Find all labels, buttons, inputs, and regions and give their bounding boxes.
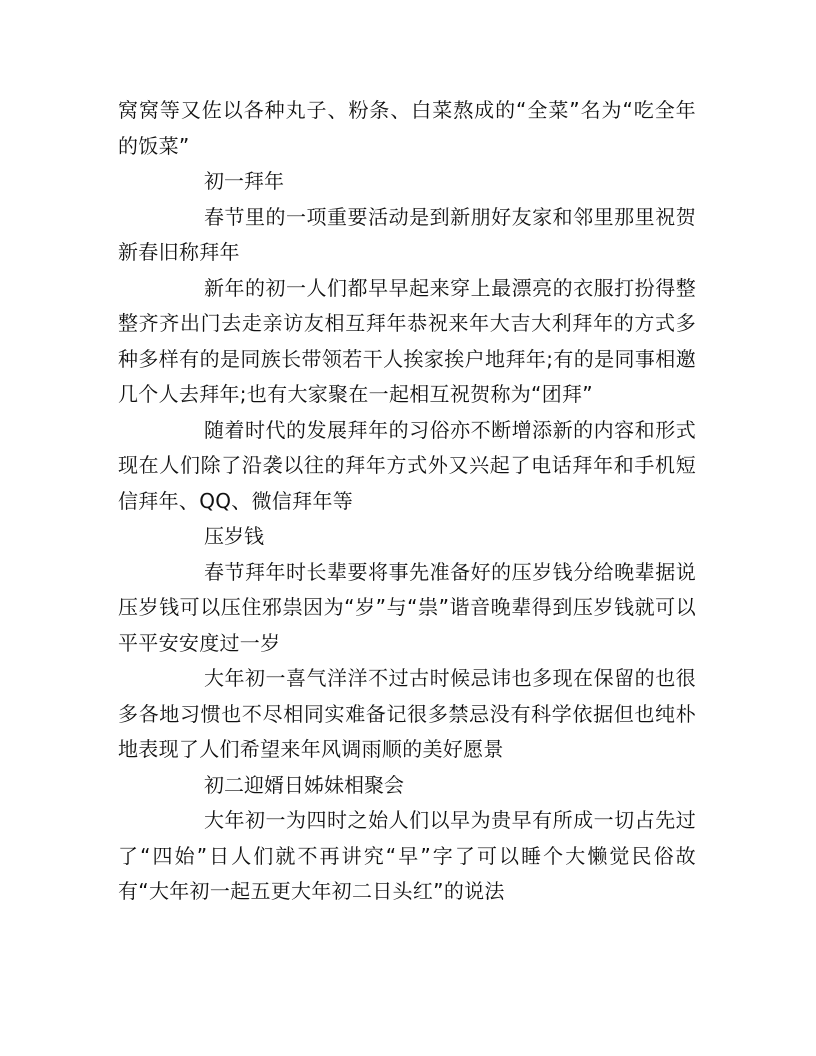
paragraph: 大年初一喜气洋洋不过古时候忌讳也多现在保留的也很多各地习惯也不尽相同实难备记很多禁忌没有科学依据但也纯朴地表现了人们希望来年风调雨顺的美好愿景 (118, 666, 696, 761)
paragraph: 新年的初一人们都早早起来穿上最漂亮的衣服打扮得整整齐齐出门去走亲访友相互拜年恭祝来年大吉大利拜年的方式多种多样有的是同族长带领若干人挨家挨户地拜年;有的是同事相邀几个人去拜年;也有大家聚在一起相互祝贺称为“团拜” (118, 275, 696, 406)
section-heading-lucky-money: 压岁钱 (204, 524, 264, 548)
paragraph: 随着时代的发展拜年的习俗亦不断增添新的内容和形式现在人们除了沿袭以往的拜年方式外又兴起了电话拜年和手机短信拜年、QQ、微信拜年等 (118, 417, 696, 513)
document-body (118, 93, 696, 910)
paragraph: 春节里的一项重要活动是到新朋好友家和邻里那里祝贺新春旧称拜年 (118, 204, 696, 264)
section-heading-new-year-visit: 初一拜年 (204, 169, 284, 193)
section-heading-second-day: 初二迎婿日姊妹相聚会 (204, 772, 404, 797)
paragraph: 大年初一为四时之始人们以早为贵早有所成一切占先过了“四始”日人们就不再讲究“早”字了可以睡个大懒觉民俗故有“大年初一起五更大年初二日头红”的说法 (118, 808, 696, 903)
paragraph-continued: 窝窝等又佐以各种丸子、粉条、白菜熬成的“全菜”名为“吃全年的饭菜” (118, 98, 696, 158)
paragraph: 春节拜年时长辈要将事先准备好的压岁钱分给晚辈据说压岁钱可以压住邪祟因为“岁”与“祟”谐音晚辈得到压岁钱就可以平平安安度过一岁 (118, 559, 696, 655)
